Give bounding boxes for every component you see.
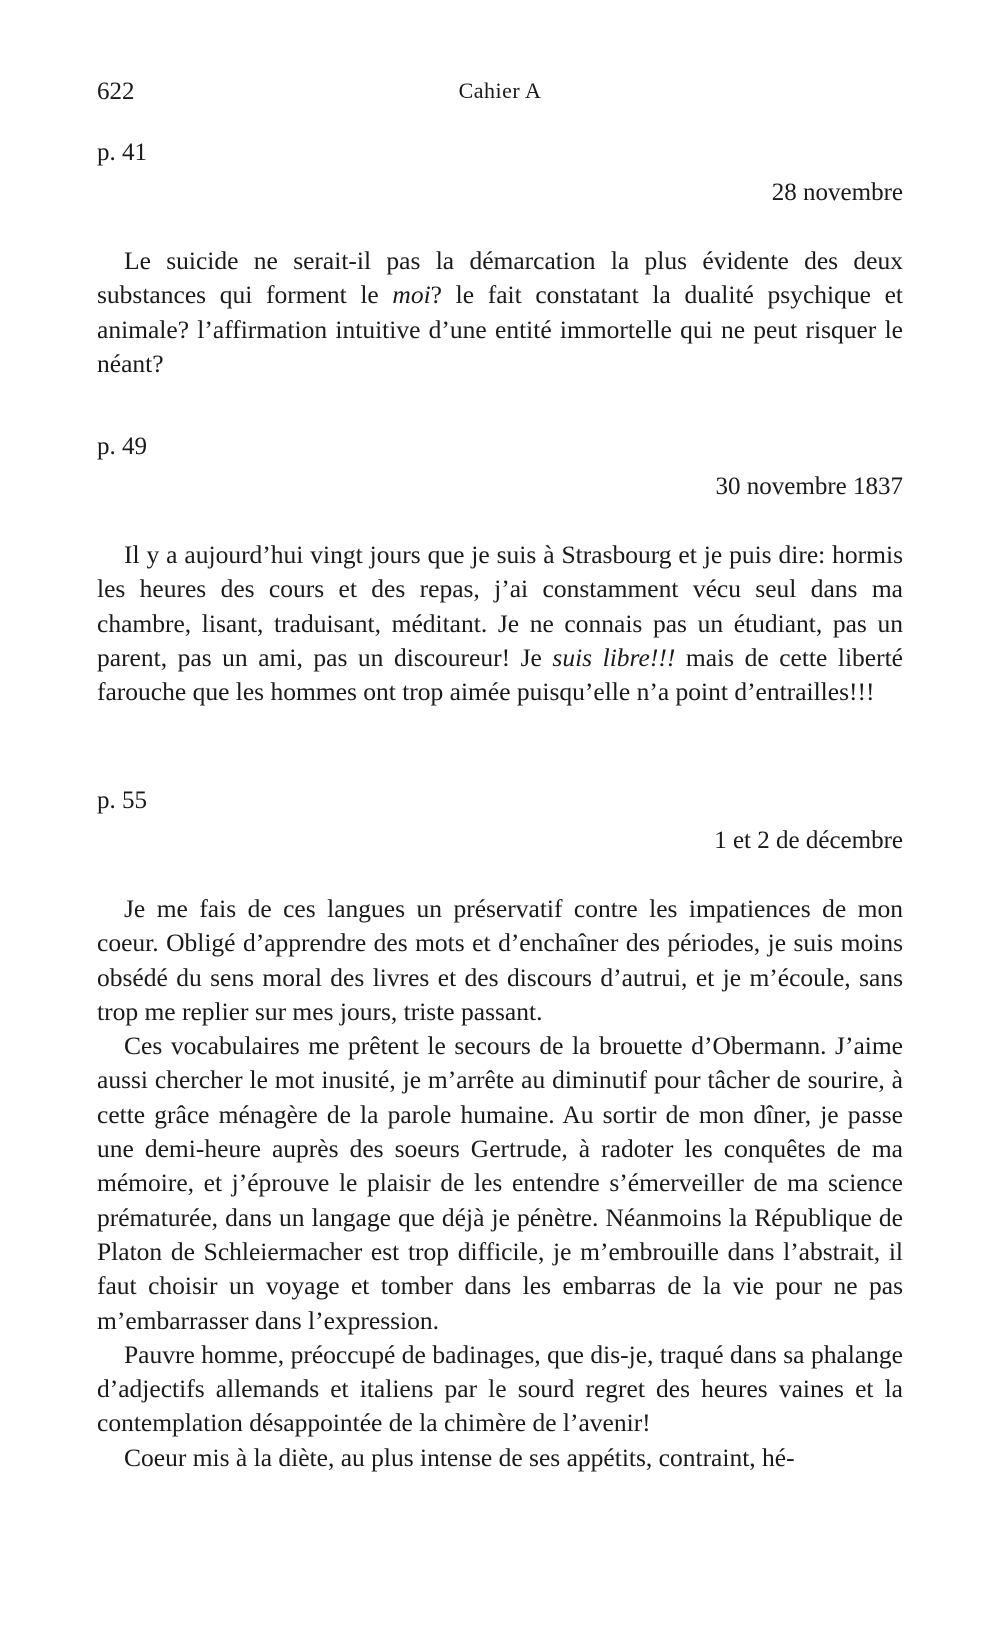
paragraph (97, 1441, 903, 1475)
entry-body (97, 892, 903, 1475)
text-run: Je me fais de ces langues un préservatif contre les impatiences de mon coeur. Obligé d’apprendre des mots et d’enchaîner des périodes, je suis moins obsédé du sens moral des livres et des discours d’autrui, et je m’écoule, sans trop me replier sur mes jours, triste passant. (97, 894, 903, 1026)
paragraph (97, 1029, 903, 1338)
text-run: Pauvre homme, préoccupé de badinages, que dis-je, traqué dans sa phalange d’adjectifs allemands et italiens par le sourd regret des heures vaines et la contemplation désappointée de la chimère de l’avenir! (97, 1339, 903, 1438)
page-number: 622 (97, 78, 135, 105)
entry-date: 1 et 2 de décembre (714, 827, 903, 854)
source-page-reference: p. 49 (97, 433, 147, 460)
italic-text: moi (392, 280, 431, 310)
entry-body (97, 538, 903, 709)
entry-body (97, 244, 903, 381)
text-run: mais de cette liberté farouche que les hommes ont trop aimée puisqu’elle n’a point d’entrailles!!! (97, 642, 903, 707)
text-run: Il y a aujourd’hui vingt jours que je suis à Strasbourg et je puis dire: hormis les heures des cours et des repas, j’ai constamment vécu seul dans ma chambre, lisant, traduisant, méditant. Je ne connais pas un étudiant, pas un parent, pas un ami, pas un discoureur! Je (97, 540, 903, 672)
journal-entry (97, 138, 903, 381)
text-run: Ces vocabulaires me prêtent le secours de la brouette d’Obermann. J’aime aussi chercher le mot inusité, je m’arrête au diminutif pour tâcher de sourire, à cette grâce ménagère de la parole humaine. Au sortir de mon dîner, je passe une demi-heure auprès des soeurs Gertrude, à radoter les conquêtes de ma mémoire, et j’éprouve le plaisir de les entendre s’émerveiller de ma science prématurée, dans un langage que déjà je pénètre. Néanmoins la République de Platon de Schleiermacher est trop difficile, je m’embrouille dans l’abstrait, il faut choisir un voyage et tomber dans les embarras de la vie pour ne pas m’embarrasser dans l’expression. (97, 1031, 903, 1335)
journal-entry (97, 432, 903, 709)
source-page-reference: p. 55 (97, 787, 147, 814)
journal-entry (97, 786, 903, 1475)
paragraph (97, 244, 903, 381)
paragraph (97, 892, 903, 1029)
running-title: Cahier A (458, 78, 542, 103)
entry-date: 28 novembre (771, 179, 903, 206)
entry-date: 30 novembre 1837 (715, 473, 903, 500)
text-run: Le suicide ne serait-il pas la démarcation la plus évidente des deux substances qui forment le (97, 246, 903, 310)
italic-text: suis libre!!! (552, 642, 676, 672)
paragraph (97, 1338, 903, 1441)
source-page-reference: p. 41 (97, 139, 147, 166)
running-head (97, 78, 903, 108)
text-run: Coeur mis à la diète, au plus intense de ses appétits, contraint, hé- (124, 1442, 795, 1472)
text-run: ? le fait constatant la dualité psychique et animale? l’affirmation intuitive d’une entité immortelle qui ne peut risquer le néant? (97, 280, 903, 378)
paragraph (97, 538, 903, 709)
